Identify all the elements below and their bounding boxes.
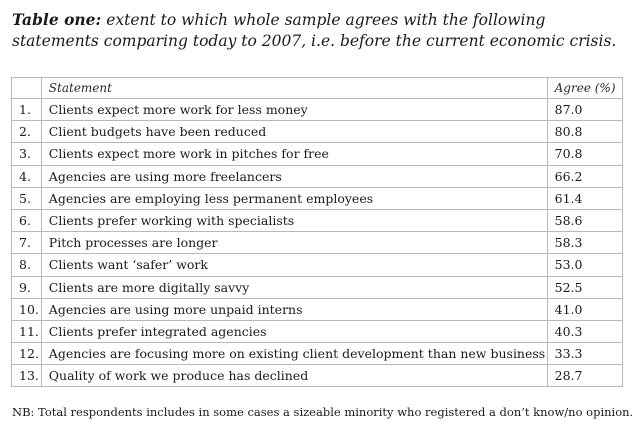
table-row	[12, 343, 623, 365]
row-statement: Agencies are employing less permanent employees	[41, 187, 547, 209]
row-statement: Clients prefer working with specialists	[41, 209, 547, 231]
row-agree: 87.0	[547, 99, 622, 121]
row-number: 5.	[12, 187, 42, 209]
row-statement: Pitch processes are longer	[41, 232, 547, 254]
table-row	[12, 276, 623, 298]
table-row	[12, 209, 623, 231]
row-statement: Clients want ‘safer’ work	[41, 254, 547, 276]
row-agree: 28.7	[547, 365, 622, 387]
row-number: 13.	[12, 365, 42, 387]
row-statement: Agencies are using more freelancers	[41, 165, 547, 187]
row-agree: 33.3	[547, 343, 622, 365]
caption-text: extent to which whole sample agrees with the following statements comparing today to 2007, i.e. before the current economic crisis.	[12, 11, 617, 50]
table-row	[12, 143, 623, 165]
row-number: 9.	[12, 276, 42, 298]
row-statement: Clients expect more work in pitches for free	[41, 143, 547, 165]
row-agree: 61.4	[547, 187, 622, 209]
row-agree: 40.3	[547, 320, 622, 342]
table-row	[12, 187, 623, 209]
row-statement: Agencies are focusing more on existing client development than new business	[41, 343, 547, 365]
table-row	[12, 254, 623, 276]
row-agree: 53.0	[547, 254, 622, 276]
row-statement: Clients prefer integrated agencies	[41, 320, 547, 342]
row-agree: 80.8	[547, 121, 622, 143]
table-row	[12, 99, 623, 121]
row-agree: 70.8	[547, 143, 622, 165]
row-agree: 66.2	[547, 165, 622, 187]
table-header-row	[12, 78, 623, 99]
row-statement: Client budgets have been reduced	[41, 121, 547, 143]
table-row	[12, 365, 623, 387]
row-number: 8.	[12, 254, 42, 276]
row-agree: 52.5	[547, 276, 622, 298]
row-agree: 58.3	[547, 232, 622, 254]
row-number: 6.	[12, 209, 42, 231]
row-number: 10.	[12, 298, 42, 320]
header-number	[12, 78, 42, 99]
row-statement: Clients expect more work for less money	[41, 99, 547, 121]
table-row	[12, 320, 623, 342]
table-row	[12, 298, 623, 320]
row-number: 7.	[12, 232, 42, 254]
header-agree: Agree (%)	[547, 78, 622, 99]
row-statement: Clients are more digitally savvy	[41, 276, 547, 298]
row-agree: 58.6	[547, 209, 622, 231]
row-number: 12.	[12, 343, 42, 365]
table-row	[12, 121, 623, 143]
caption-lead: Table one:	[12, 10, 102, 29]
row-number: 1.	[12, 99, 42, 121]
table-row	[12, 165, 623, 187]
table-row	[12, 232, 623, 254]
row-statement: Quality of work we produce has declined	[41, 365, 547, 387]
footnote: NB: Total respondents includes in some cases a sizeable minority who registered a don’t know/no opinion.	[12, 405, 634, 419]
row-number: 4.	[12, 165, 42, 187]
row-number: 2.	[12, 121, 42, 143]
row-number: 3.	[12, 143, 42, 165]
row-agree: 41.0	[547, 298, 622, 320]
row-statement: Agencies are using more unpaid interns	[41, 298, 547, 320]
header-statement: Statement	[41, 78, 547, 99]
row-number: 11.	[12, 320, 42, 342]
table-caption	[12, 9, 624, 52]
statements-table	[11, 77, 623, 387]
